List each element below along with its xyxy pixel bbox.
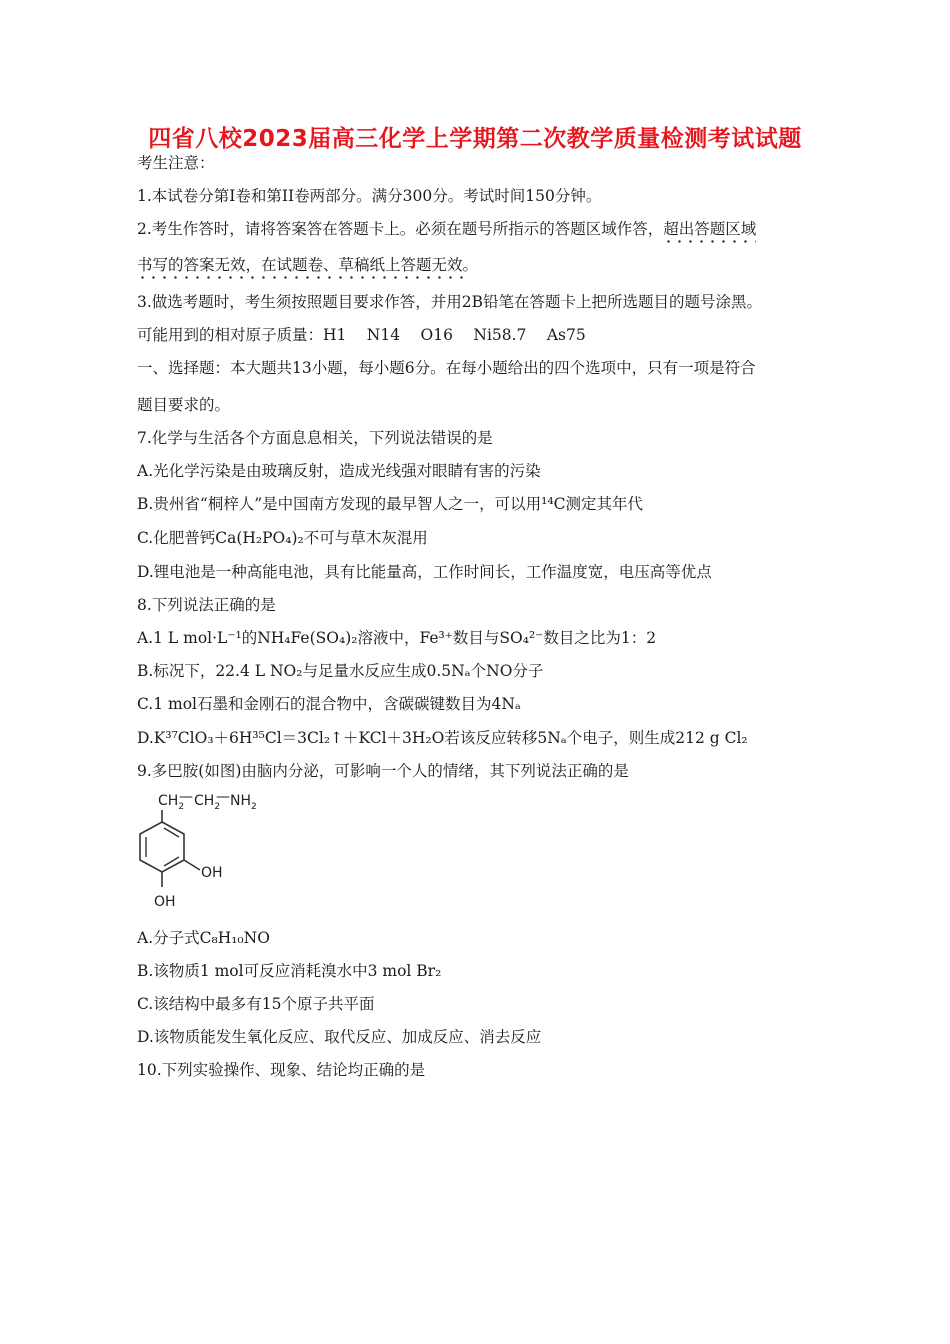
notice-heading: 考生注意： bbox=[137, 154, 215, 172]
q7-option-b: B.贵州省“桐梓人”是中国南方发现的最早智人之一，可以用¹⁴C测定其年代 bbox=[137, 495, 643, 513]
section-intro: 一、选择题：本大题共13小题，每小题6分。在每小题给出的四个选项中，只有一项是符合 bbox=[137, 359, 756, 377]
label-bond-2: — bbox=[216, 789, 230, 805]
q8-option-d: D.K³⁷ClO₃＋6H³⁵Cl＝3Cl₂↑＋KCl＋3H₂O若该反应转移5Nₐ个电子，则生成212 g Cl₂ bbox=[137, 729, 748, 747]
label-ch2-b: $CH_2$ bbox=[194, 793, 221, 812]
label-bond-1: — bbox=[179, 789, 193, 805]
notice-item-2-text: 2.考生作答时，请将答案答在答题卡上。必须在题号所指示的答题区域作答， bbox=[137, 220, 664, 238]
notice-item-3: 3.做选考题时，考生须按照题目要求作答，并用2B铅笔在答题卡上把所选题目的题号涂黑。 bbox=[137, 293, 763, 311]
notice-item-2-end: 。 bbox=[462, 256, 479, 274]
q7-option-d: D.锂电池是一种高能电池，具有比能量高，工作时间长，工作温度宽，电压高等优点 bbox=[137, 563, 712, 581]
emphasis-dotted-text: 超出答题区域 bbox=[663, 220, 757, 238]
q9-option-a: A.分子式C₈H₁₀NO bbox=[137, 929, 270, 947]
label-oh-meta: OH bbox=[201, 865, 223, 881]
q8-option-a: A.1 L mol·L⁻¹的NH₄Fe(SO₄)₂溶液中，Fe³⁺数目与SO₄²⁻数目之比为1：2 bbox=[137, 629, 657, 647]
emphasis-dotted-text: 书写的答案无效，在试题卷、草稿纸上答题无效 bbox=[137, 256, 463, 274]
section-intro-cont: 题目要求的。 bbox=[137, 396, 231, 414]
notice-item-2 bbox=[137, 219, 756, 239]
q9-option-b: B.该物质1 mol可反应消耗溴水中3 mol Br₂ bbox=[137, 962, 442, 980]
q7-option-c: C.化肥普钙Ca(H₂PO₄)₂不可与草木灰混用 bbox=[137, 529, 428, 547]
notice-item-1: 1.本试卷分第Ⅰ卷和第II卷两部分。满分300分。考试时间150分钟。 bbox=[137, 187, 602, 205]
q7-stem: 7.化学与生活各个方面息息相关，下列说法错误的是 bbox=[137, 429, 493, 447]
q10-stem: 10.下列实验操作、现象、结论均正确的是 bbox=[137, 1061, 426, 1079]
atomic-masses: 可能用到的相对原子质量：H1 N14 O16 Ni58.7 As75 bbox=[137, 326, 586, 344]
oh-bond bbox=[184, 860, 200, 870]
q9-stem: 9.多巴胺(如图)由脑内分泌，可影响一个人的情绪，其下列说法正确的是 bbox=[137, 762, 629, 780]
dopamine-structure-diagram bbox=[134, 789, 257, 912]
document-title: 四省八校2023届高三化学上学期第二次教学质量检测考试试题 bbox=[148, 126, 802, 152]
q9-option-c: C.该结构中最多有15个原子共平面 bbox=[137, 995, 375, 1013]
label-nh2: $NH_2$ bbox=[230, 793, 257, 812]
label-ch2-a: $CH_2$ bbox=[158, 793, 185, 812]
q9-option-d: D.该物质能发生氧化反应、取代反应、加成反应、消去反应 bbox=[137, 1028, 542, 1046]
q8-option-c: C.1 mol石墨和金刚石的混合物中，含碳碳键数目为4Nₐ bbox=[137, 695, 521, 713]
notice-item-2-cont bbox=[137, 255, 478, 275]
q8-option-b: B.标况下，22.4 L NO₂与足量水反应生成0.5Nₐ个NO分子 bbox=[137, 662, 544, 680]
q7-option-a: A.光化学污染是由玻璃反射，造成光线强对眼睛有害的污染 bbox=[137, 462, 541, 480]
q8-stem: 8.下列说法正确的是 bbox=[137, 596, 276, 614]
label-oh-para: OH bbox=[154, 894, 176, 910]
